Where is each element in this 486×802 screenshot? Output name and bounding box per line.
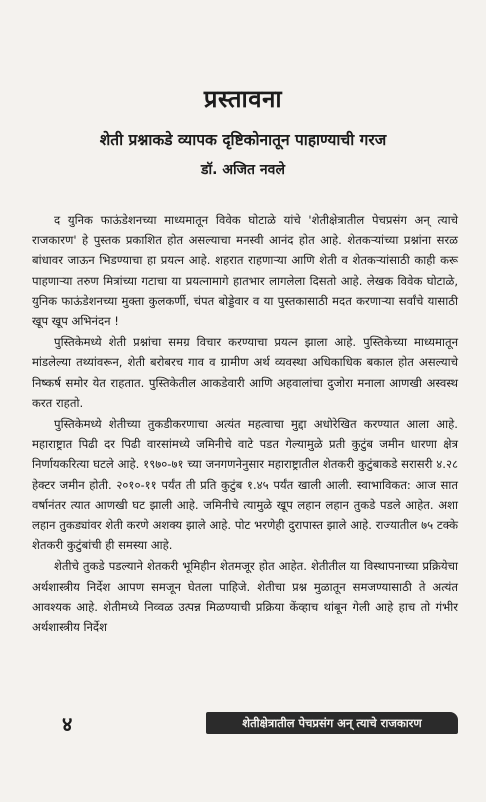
page-subtitle: शेती प्रश्नाकडे व्यापक दृष्टिकोनातून पाहाण्याची गरज: [99, 131, 387, 149]
author-name: डॉ. अजित नवले: [201, 162, 285, 178]
running-head: शेतीक्षेत्रातील पेचप्रसंग अन् त्याचे राजकारण: [206, 712, 458, 734]
page-footer: [0, 710, 486, 740]
paragraph-2: पुस्तिकेमध्ये शेती प्रश्नांचा समग्र विचार करण्याचा प्रयत्न झाला आहे. पुस्तिकेच्या माध्यमातून मांडलेल्या तथ्यांवरून, शेती बरोबरच गाव व ग्रामीण अर्थ व्यवस्था अधिकाधिक बकाल होत असल्याचे निष्कर्ष समोर येत राहतात. पुस्तिकेतील आकडेवारी आणि अहवालांचा दुजोरा मनाला आणखी अस्वस्थ करत राहतो.: [32, 335, 458, 410]
page-number: ४: [62, 712, 73, 736]
page-title: प्रस्तावना: [203, 85, 283, 113]
paragraph-1: द युनिक फाऊंडेशनच्या माध्यमातून विवेक घोटाळे यांचे 'शेतीक्षेत्रातील पेचप्रसंग अन् त्याचे राजकारण' हे पुस्तक प्रकाशित होत असल्याचा मनस्वी आनंद होत आहे. शेतकऱ्यांच्या प्रश्नांना सरळ बांधावर जाऊन भिडण्याचा हा प्रयत्न आहे. शहरात राहणाऱ्या आणि शेती व शेतकऱ्यांसाठी काही करू पाहणाऱ्या तरुण मित्रांच्या गटाचा या प्रयत्नामागे हातभार लागलेला दिसतो आहे. लेखक विवेक घोटाळे, युनिक फाऊंडेशनच्या मुक्ता कुलकर्णी, चंपत बोड्डेवार व या पुस्तकासाठी मदत करणाऱ्या सर्वांचे यासाठी खूप खूप अभिनंदन !: [32, 213, 458, 329]
paragraph-3: पुस्तिकेमध्ये शेतीच्या तुकडीकरणाचा अत्यंत महत्वाचा मुद्दा अधोरेखित करण्यात आला आहे. महाराष्ट्रात पिढी दर पिढी वारसांमध्ये जमिनीचे वाटे पडत गेल्यामुळे प्रती कुटुंब जमीन धारणा क्षेत्र निर्णायकरित्या घटले आहे. १९७०-७१ च्या जनगणनेनुसार महाराष्ट्रातील शेतकरी कुटुंबाकडे सरासरी ४.२८ हेक्टर जमीन होती. २०१०-११ पर्यंत ती प्रति कुटुंब १.४५ पर्यंत खाली आली. स्वाभाविकत: आज सात वर्षानंतर त्यात आणखी घट झाली आहे. जमिनीचे त्यामुळे खूप लहान लहान तुकडे पडले आहेत. अशा लहान तुकड्यांवर शेती करणे अशक्य झाले आहे. पोट भरणेही दुरापास्त झाले आहे. राज्यातील ७५ टक्के शेतकरी कुटुंबांची ही समस्या आहे.: [32, 417, 458, 553]
body-text: [32, 210, 458, 638]
paragraph-4: शेतीचे तुकडे पडल्याने शेतकरी भूमिहीन शेतमजूर होत आहेत. शेतीतील या विस्थापनाच्या प्रक्रियेचा अर्थशास्त्रीय निर्देश आपण समजून घेतला पाहिजे. शेतीचा प्रश्न मुळातून समजण्यासाठी ते अत्यंत आवश्यक आहे. शेतीमध्ये निव्वळ उत्पन्न मिळण्याची प्रक्रिया केंव्हाच थांबून गेली आहे हाच तो गंभीर अर्थशास्त्रीय निर्देश: [32, 559, 458, 635]
